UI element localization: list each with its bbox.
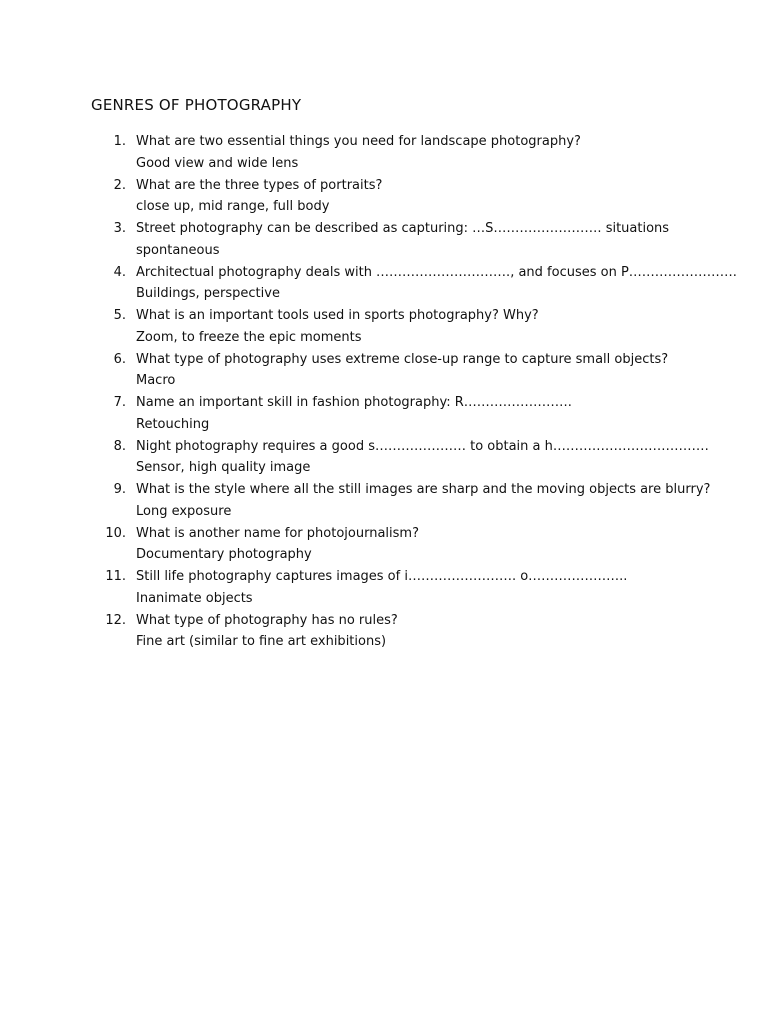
question-text: Name an important skill in fashion photography: R……………………. <box>136 395 572 410</box>
question-list <box>0 131 768 653</box>
answer-text: spontaneous <box>136 242 220 258</box>
answer-text: Fine art (similar to fine art exhibitions) <box>136 634 387 650</box>
question-text: What type of photography has no rules? <box>136 612 398 628</box>
answer-text: Good view and wide lens <box>136 155 299 171</box>
list-item <box>0 392 768 436</box>
question-text: Street photography can be described as capturing: …S……………………. situations <box>136 221 670 236</box>
question-number: 11. <box>105 569 126 584</box>
question-text: Architectual photography deals with …………………………., and focuses on P……………………. <box>136 264 737 280</box>
question-number: 4. <box>113 264 126 280</box>
question-text: What are two essential things you need for landscape photography? <box>136 134 581 149</box>
list-item <box>0 479 768 523</box>
question-text: What type of photography uses extreme close-up range to capture small objects? <box>136 351 669 367</box>
list-item <box>0 610 768 654</box>
answer-text: Documentary photography <box>136 547 312 563</box>
list-item <box>0 523 768 567</box>
answer-text: Retouching <box>136 416 210 432</box>
question-text: What is an important tools used in sports photography? Why? <box>136 308 539 323</box>
list-item <box>0 305 768 349</box>
question-number: 7. <box>113 395 126 410</box>
question-text: What are the three types of portraits? <box>136 177 383 193</box>
question-number: 6. <box>113 351 126 367</box>
answer-text: close up, mid range, full body <box>136 199 330 215</box>
question-text: Still life photography captures images of i……………………. o………………….. <box>136 569 628 584</box>
question-number: 5. <box>113 308 126 323</box>
list-item <box>0 566 768 610</box>
question-number: 9. <box>113 482 126 497</box>
question-number: 10. <box>105 525 126 541</box>
list-item <box>0 436 768 480</box>
answer-text: Sensor, high quality image <box>136 460 311 476</box>
list-item <box>0 262 768 306</box>
question-number: 1. <box>113 134 126 149</box>
question-number: 8. <box>113 438 126 454</box>
answer-text: Long exposure <box>136 503 232 519</box>
answer-text: Buildings, perspective <box>136 286 280 302</box>
question-number: 3. <box>113 221 126 236</box>
list-item <box>0 175 768 219</box>
list-item <box>0 349 768 393</box>
question-number: 12. <box>105 612 126 628</box>
page-title: GENRES OF PHOTOGRAPHY <box>91 96 302 114</box>
question-text: What is the style where all the still images are sharp and the moving objects are blurry? <box>136 482 711 497</box>
answer-text: Inanimate objects <box>136 590 253 606</box>
list-item <box>0 131 768 175</box>
list-item <box>0 218 768 262</box>
question-text: What is another name for photojournalism? <box>136 525 419 541</box>
answer-text: Zoom, to freeze the epic moments <box>136 329 362 345</box>
question-number: 2. <box>113 177 126 193</box>
question-text: Night photography requires a good s………………… to obtain a h……………………………… <box>136 438 709 454</box>
answer-text: Macro <box>136 373 176 389</box>
